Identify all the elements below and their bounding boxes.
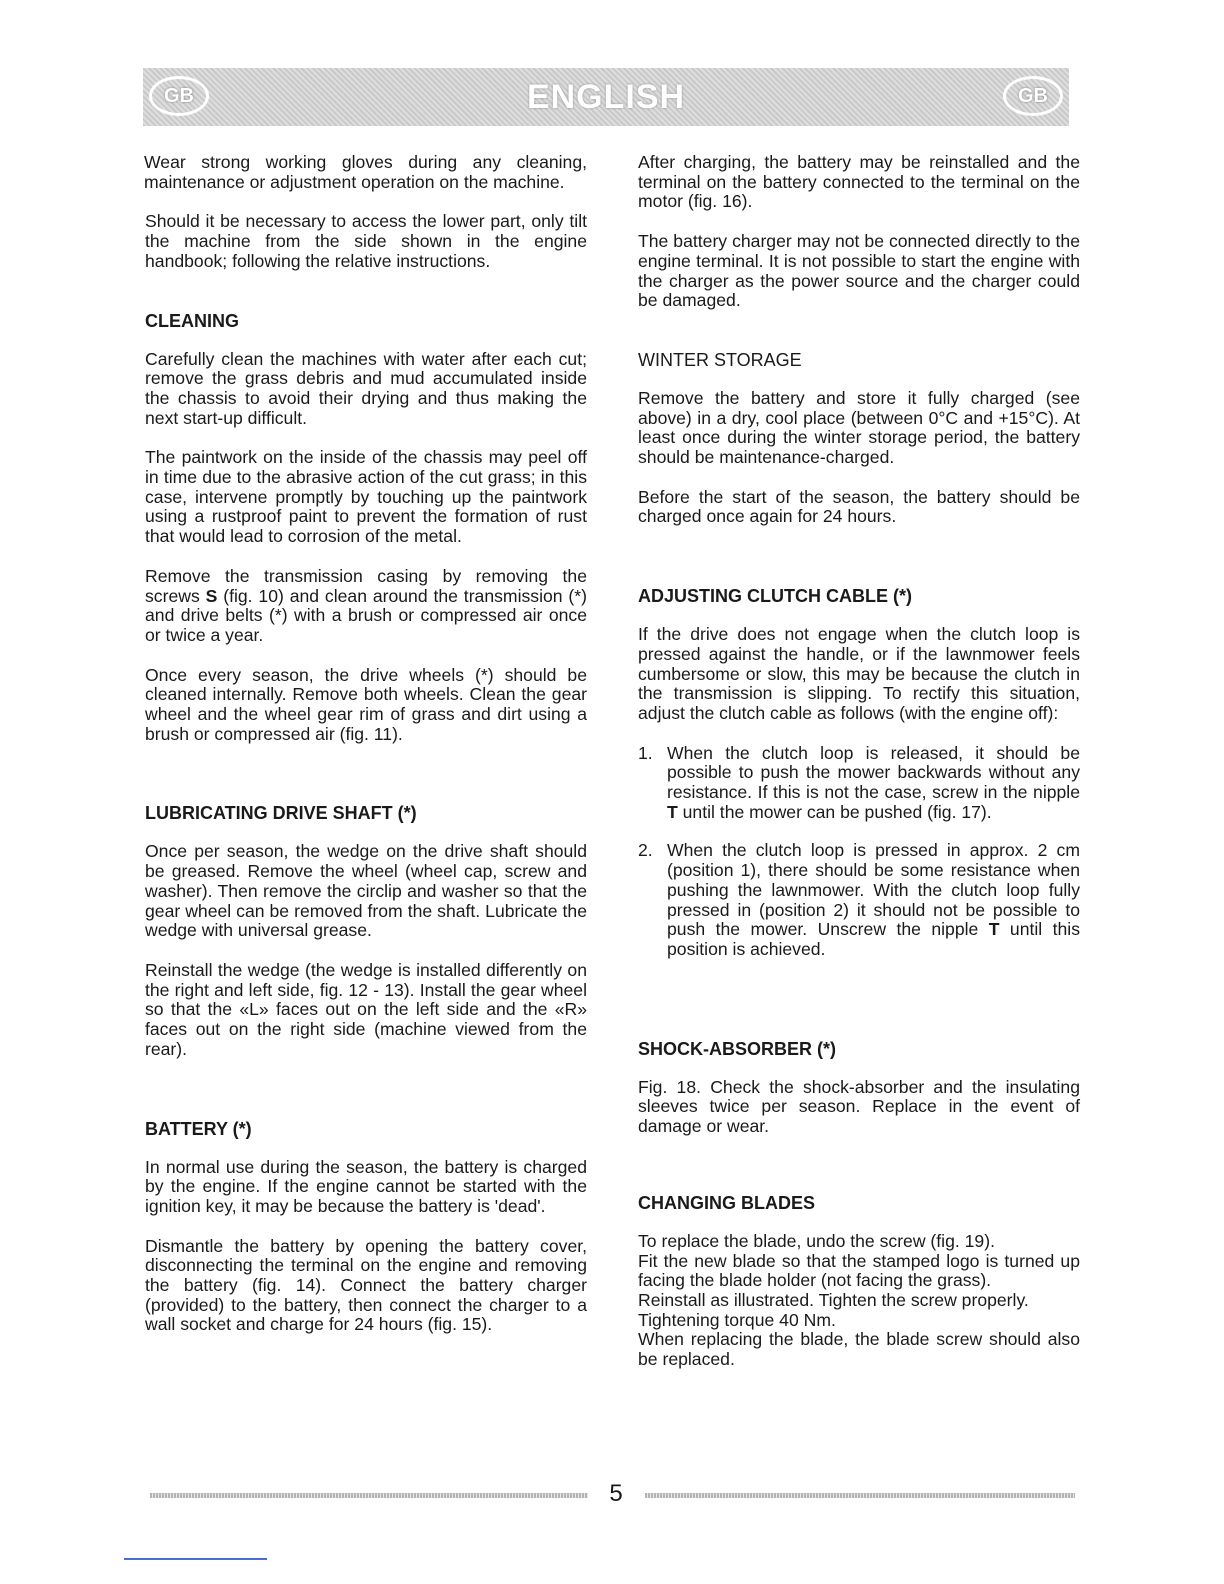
language-banner (143, 68, 1069, 126)
winter-storage-paragraph-1: Remove the battery and store it fully charged (see above) in a dry, cool place (between 0°C and +15°C). At least once during the winter storage period, the battery should be maintenance-charged. (638, 387, 1080, 468)
gb-badge-left: GB (149, 76, 209, 116)
corner-divider (124, 1558, 267, 1560)
blades-line-2: Fit the new blade so that the stamped logo is turned up facing the blade holder (not facing the grass). (638, 1250, 1080, 1291)
right-column (638, 153, 1080, 1370)
blades-line-5: When replacing the blade, the blade screw should also be replaced. (638, 1329, 1080, 1370)
clutch-steps-list (638, 744, 1080, 960)
page-number: 5 (609, 1480, 623, 1507)
footer-rule-left (150, 1493, 588, 1498)
shock-absorber-heading: SHOCK-ABSORBER (*) (638, 1038, 836, 1059)
step-number: 1. (638, 742, 653, 763)
winter-storage-paragraph-2: Before the start of the season, the battery should be charged once again for 24 hours. (638, 486, 1080, 527)
winter-storage-heading: WINTER STORAGE (638, 349, 802, 370)
blades-line-4: Tightening torque 40 Nm. (638, 1309, 836, 1330)
gb-badge-right: GB (1003, 76, 1063, 116)
cleaning-paragraph-2: The paintwork on the inside of the chassis may peel off in time due to the abrasive action of the cut grass; in this case, intervene promptly by touching up the paintwork using a rustproof paint to prevent the formation of rust that would lead to corrosion of the metal. (145, 447, 587, 547)
banner-title: ENGLISH (526, 77, 686, 116)
footer-rule-right (645, 1493, 1075, 1498)
cleaning-paragraph-3: Remove the transmission casing by removing the screws S (fig. 10) and clean around the transmission (*) and drive belts (*) with a brush or compressed air once or twice a year. (145, 565, 587, 645)
gloves-paragraph: Wear strong working gloves during any cleaning, maintenance or adjustment operation on the machine. (144, 152, 587, 192)
lubricating-paragraph-1: Once per season, the wedge on the drive shaft should be greased. Remove the wheel (wheel cap, screw and washer). Then remove the circlip and washer so that the gear wheel can be removed from the shaft. Lubricate the wedge with universal grease. (145, 841, 587, 941)
battery-paragraph-2: Dismantle the battery by opening the battery cover, disconnecting the terminal on the engine and removing the battery (fig. 14). Connect the battery charger (provided) to the battery, then connect the charger to a wall socket and charge for 24 hours (fig. 15). (145, 1235, 587, 1335)
clutch-cable-heading: ADJUSTING CLUTCH CABLE (*) (638, 586, 912, 607)
cleaning-paragraph-1: Carefully clean the machines with water after each cut; remove the grass debris and mud accumulated inside the chassis to avoid their drying and thus making the next start-up difficult. (145, 348, 587, 428)
lubricating-paragraph-2: Reinstall the wedge (the wedge is installed differently on the right and left side, fig. 12 - 13). Install the gear wheel so that the «L» faces out on the left side and the «R» faces out on the right side (machine viewed from the rear). (145, 959, 587, 1059)
changing-blades-heading: CHANGING BLADES (638, 1192, 816, 1213)
cleaning-paragraph-4: Once every season, the drive wheels (*) should be cleaned internally. Remove both wheels. Clean the gear wheel and the wheel gear rim of grass and dirt using a brush or compressed air (fig. 11). (145, 664, 587, 744)
cleaning-heading: CLEANING (145, 310, 239, 331)
battery-paragraph-1: In normal use during the season, the battery is charged by the engine. If the engine cannot be started with the ignition key, it may be because the battery is 'dead'. (145, 1156, 587, 1216)
list-item: 1. When the clutch loop is released, it should be possible to push the mower backwards without any resistance. If this is not the case, screw in the nipple T until the mower can be pushed (fig. 17). (638, 742, 1080, 822)
blades-line-3: Reinstall as illustrated. Tighten the screw properly. (638, 1289, 1029, 1310)
lubricating-heading: LUBRICATING DRIVE SHAFT (*) (145, 803, 417, 824)
battery-heading: BATTERY (*) (145, 1118, 252, 1139)
blades-line-1: To replace the blade, undo the screw (fig. 19). (638, 1230, 995, 1251)
tilt-paragraph: Should it be necessary to access the lower part, only tilt the machine from the side shown in the engine handbook; following the relative instructions. (145, 211, 587, 271)
changing-blades-text (638, 1232, 1080, 1370)
step-number: 2. (638, 840, 653, 861)
after-charging-paragraph: After charging, the battery may be reinstalled and the terminal on the battery connected to the terminal on the motor (fig. 16). (638, 152, 1080, 212)
list-item: 2. When the clutch loop is pressed in approx. 2 cm (position 1), there should be some resistance when pushing the lawnmower. With the clutch loop fully pressed in (position 2) it should not be possible to push the mower. Unscrew the nipple T until this position is achieved. (638, 840, 1080, 959)
shock-absorber-paragraph: Fig. 18. Check the shock-absorber and the insulating sleeves twice per season. Replace in the event of damage or wear. (638, 1076, 1080, 1137)
clutch-intro-paragraph: If the drive does not engage when the clutch loop is pressed against the handle, or if the lawnmower feels cumbersome or slow, this may be because the clutch in the transmission is slipping. To rectify this situation, adjust the clutch cable as follows (with the engine off): (638, 624, 1080, 723)
charger-warning-paragraph: The battery charger may not be connected directly to the engine terminal. It is not possible to start the engine with the charger as the power source and the charger could be damaged. (638, 231, 1080, 311)
left-column (145, 153, 587, 1335)
